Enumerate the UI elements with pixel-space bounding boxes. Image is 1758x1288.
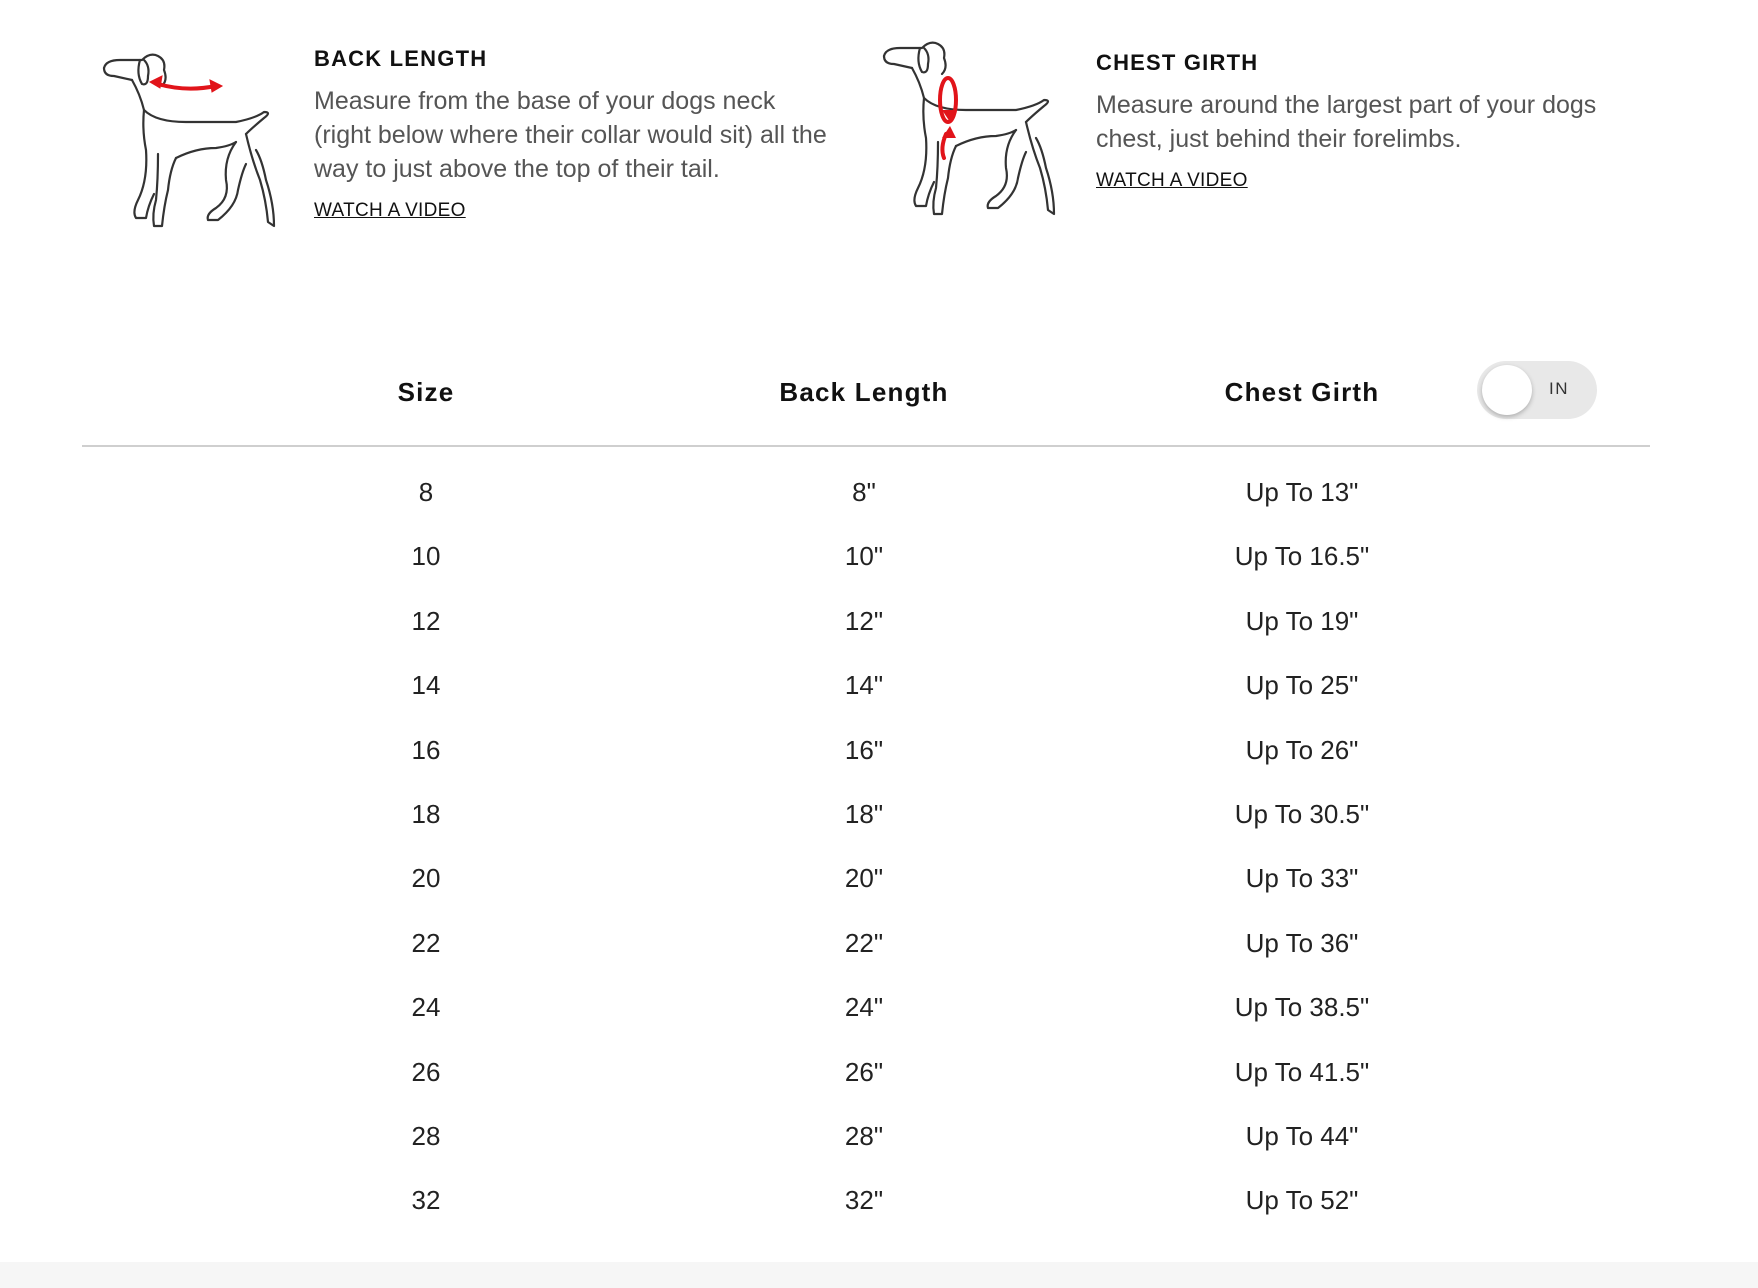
dog-chest-girth-icon	[878, 30, 1078, 230]
cell-size: 8	[418, 477, 434, 507]
table-header	[82, 355, 1650, 447]
cell-back-length: 16"	[844, 734, 884, 765]
header-chest-girth: Chest Girth	[1224, 377, 1380, 407]
cell-chest-girth: Up To 41.5"	[1234, 1056, 1370, 1087]
cell-chest-girth: Up To 52"	[1245, 1185, 1359, 1216]
cell-chest-girth: Up To 19"	[1245, 605, 1359, 636]
cell-size: 16	[411, 734, 441, 765]
cell-back-length: 24"	[844, 992, 884, 1023]
cell-chest-girth: Up To 26"	[1245, 734, 1359, 765]
cell-chest-girth: Up To 25"	[1245, 670, 1359, 701]
toggle-unit-label: IN	[1549, 379, 1569, 398]
cell-back-length: 26"	[844, 1056, 884, 1087]
cell-chest-girth: Up To 44"	[1245, 1120, 1359, 1151]
cell-size: 32	[411, 1185, 441, 1216]
table-row	[82, 1105, 1650, 1169]
cell-size: 10	[411, 541, 441, 572]
cell-chest-girth: Up To 16.5"	[1234, 541, 1370, 572]
cell-chest-girth: Up To 36"	[1245, 927, 1359, 958]
cell-chest-girth: Up To 38.5"	[1234, 992, 1370, 1023]
table-row	[82, 719, 1650, 783]
chest-girth-description: Measure around the largest part of your dogs chest, just behind their forelimbs.	[1096, 91, 1597, 153]
chest-girth-title: CHEST GIRTH	[1096, 50, 1259, 75]
table-row	[82, 847, 1650, 911]
back-length-text	[314, 46, 834, 222]
cell-back-length: 8"	[852, 477, 876, 507]
table-row	[82, 525, 1650, 589]
table-row	[82, 912, 1650, 976]
header-size: Size	[397, 377, 455, 407]
back-length-title: BACK LENGTH	[314, 46, 488, 71]
cell-back-length: 14"	[844, 670, 884, 701]
table-row	[82, 461, 1650, 525]
size-chart-table	[82, 355, 1650, 1234]
dog-back-length-icon	[96, 30, 296, 230]
cell-size: 24	[411, 992, 441, 1023]
cell-size: 18	[411, 798, 441, 829]
cell-back-length: 22"	[844, 927, 884, 958]
cell-back-length: 18"	[844, 798, 884, 829]
cell-size: 22	[411, 927, 441, 958]
page-bottom-bar	[0, 1262, 1758, 1288]
cell-back-length: 12"	[844, 605, 884, 636]
back-length-watch-video-link[interactable]: WATCH A VIDEO	[314, 200, 466, 221]
chest-girth-watch-video-link[interactable]: WATCH A VIDEO	[1096, 170, 1248, 191]
cell-size: 28	[411, 1120, 441, 1151]
header-back-length: Back Length	[779, 377, 949, 407]
chest-girth-text	[1096, 50, 1656, 192]
table-row	[82, 1041, 1650, 1105]
table-row	[82, 590, 1650, 654]
table-row	[82, 654, 1650, 718]
table-row	[82, 1169, 1650, 1233]
cell-back-length: 32"	[844, 1185, 884, 1216]
cell-size: 26	[411, 1056, 441, 1087]
table-body	[82, 447, 1650, 1234]
cell-size: 20	[411, 863, 441, 894]
cell-chest-girth: Up To 33"	[1245, 863, 1359, 894]
table-row	[82, 783, 1650, 847]
table-row	[82, 976, 1650, 1040]
cell-back-length: 20"	[844, 863, 884, 894]
cell-size: 12	[411, 605, 441, 636]
cell-back-length: 10"	[844, 541, 884, 572]
toggle-knob[interactable]	[1482, 365, 1532, 415]
back-length-description: Measure from the base of your dogs neck (right below where their collar would sit) all the way to just above the top of their tail.	[314, 87, 827, 183]
cell-chest-girth: Up To 30.5"	[1234, 798, 1370, 829]
cell-back-length: 28"	[844, 1120, 884, 1151]
cell-chest-girth: Up To 13"	[1245, 477, 1359, 507]
cell-size: 14	[411, 670, 441, 701]
unit-toggle[interactable]	[1477, 361, 1597, 419]
